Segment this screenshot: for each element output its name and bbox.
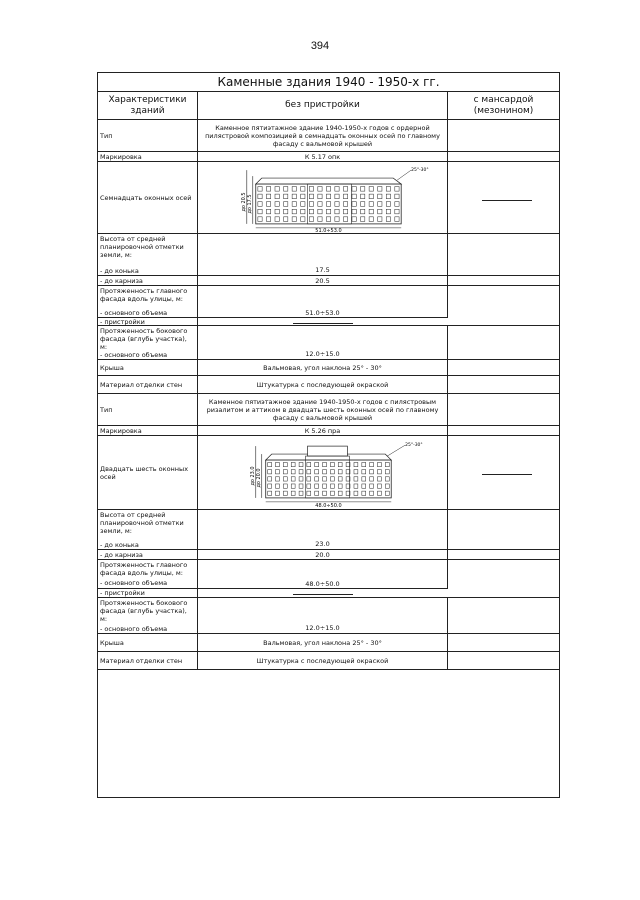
value-ridge: 17.5	[198, 234, 448, 275]
value-cornice: 20.0	[198, 550, 448, 559]
label-type: Тип	[98, 120, 198, 151]
label-main-volume: - основного объема	[100, 309, 168, 317]
label-side-volume: - основного объема	[100, 351, 168, 359]
label-main-length: Протяженность главного фасада вдоль улицы, м:	[98, 560, 198, 597]
label-annex: - пристройки	[100, 589, 145, 597]
value-mark: К 5.17 опк	[198, 152, 448, 161]
facade-drawing-2	[198, 436, 448, 509]
row-height-2	[98, 510, 559, 550]
row-cornice-2	[98, 550, 559, 560]
label-wall: Материал отделки стен	[98, 652, 198, 669]
value-wall: Штукатурка с последующей окраской	[198, 376, 448, 393]
value-roof: Вальмовая, угол наклона 25° - 30°	[198, 360, 448, 375]
value-main-volume: 48.0÷50.0	[198, 560, 448, 588]
building-facade-1	[198, 162, 447, 234]
row-cornice-1	[98, 276, 559, 286]
label-ridge: - до конька	[100, 541, 139, 549]
table-title: Каменные здания 1940 - 1950-х гг.	[98, 73, 559, 92]
drawing-height-1: до 23.0	[249, 465, 256, 486]
characteristics-table	[97, 72, 560, 798]
row-type-2	[98, 394, 559, 426]
row-main-length-1	[98, 286, 559, 326]
label-height: Высота от средней планировочной отметки земли, м:	[98, 510, 198, 549]
row-side-length-2	[98, 598, 559, 634]
header-without-annex: без пристройки	[198, 92, 448, 120]
label-main-volume: - основного объема	[100, 579, 168, 587]
row-axes-1	[98, 162, 559, 234]
label-main-length: Протяженность главного фасада вдоль улицы, м:	[98, 286, 198, 325]
drawing-roof-2: 25°-30°	[405, 442, 423, 448]
facade-drawing-1	[198, 162, 448, 233]
label-height: Высота от средней планировочной отметки земли, м:	[98, 234, 198, 275]
header-with-attic: с мансардой (мезонином)	[448, 92, 559, 120]
label-mark: Маркировка	[98, 152, 198, 161]
row-roof-2	[98, 634, 559, 652]
label-annex: - пристройки	[100, 318, 145, 326]
drawing-roof-1: 25°-30°	[411, 167, 429, 173]
value-side-volume: 12.0÷15.0	[198, 326, 448, 359]
drawing-width-1: 51.0÷53.0	[315, 227, 342, 234]
label-side-length: Протяженность бокового фасада (вглубь участка), м:	[98, 326, 198, 359]
value-cornice: 20.5	[198, 276, 448, 285]
empty-dash	[482, 200, 532, 201]
label-mark: Маркировка	[98, 426, 198, 435]
label-side-length: Протяженность бокового фасада (вглубь участка), м:	[98, 598, 198, 633]
page-number: 394	[310, 40, 330, 52]
row-mark-1	[98, 152, 559, 162]
row-mark-2	[98, 426, 559, 436]
label-cornice: - до карниза	[98, 550, 198, 559]
label-roof: Крыша	[98, 634, 198, 651]
empty-annex-value	[293, 323, 353, 324]
building-facade-2	[198, 436, 447, 510]
drawing-height-2: до 20.0	[255, 467, 262, 488]
value-main-volume: 51.0÷53.0	[198, 286, 448, 317]
row-height-1	[98, 234, 559, 276]
label-type: Тип	[98, 394, 198, 425]
row-main-length-2	[98, 560, 559, 598]
value-wall: Штукатурка с последующей окраской	[198, 652, 448, 669]
label-axes: Семнадцать оконных осей	[98, 162, 198, 233]
label-wall: Материал отделки стен	[98, 376, 198, 393]
value-type: Каменное пятиэтажное здание 1940-1950-х годов с пилястровым ризалитом и аттиком в двадцать шесть оконных осей по главному фасаду с вальмовой крышей	[198, 394, 448, 425]
value-side-volume: 12.0÷15.0	[198, 598, 448, 633]
row-side-length-1	[98, 326, 559, 360]
drawing-height-2: до 17.5	[246, 193, 253, 214]
value-type: Каменное пятиэтажное здание 1940-1950-х годов с ордерной пилястровой композицией в семнадцать оконных осей по главному фасаду с вальмовой крышей	[198, 120, 448, 151]
row-roof-1	[98, 360, 559, 376]
row-type-1	[98, 120, 559, 152]
row-wall-2	[98, 652, 559, 670]
value-roof: Вальмовая, угол наклона 25° - 30°	[198, 634, 448, 651]
drawing-height-1: до 20.5	[240, 191, 247, 212]
empty-annex-value	[293, 594, 353, 595]
value-mark: К 5.26 пра	[198, 426, 448, 435]
header-characteristics: Характеристики зданий	[98, 92, 198, 120]
value-ridge: 23.0	[198, 510, 448, 549]
label-cornice: - до карниза	[98, 276, 198, 285]
label-ridge: - до конька	[100, 267, 139, 275]
drawing-width-2: 48.0÷50.0	[315, 502, 342, 509]
label-roof: Крыша	[98, 360, 198, 375]
empty-dash	[482, 474, 532, 475]
label-side-volume: - основного объема	[100, 625, 168, 633]
row-wall-1	[98, 376, 559, 394]
label-axes: Двадцать шесть оконных осей	[98, 436, 198, 509]
row-axes-2	[98, 436, 559, 510]
